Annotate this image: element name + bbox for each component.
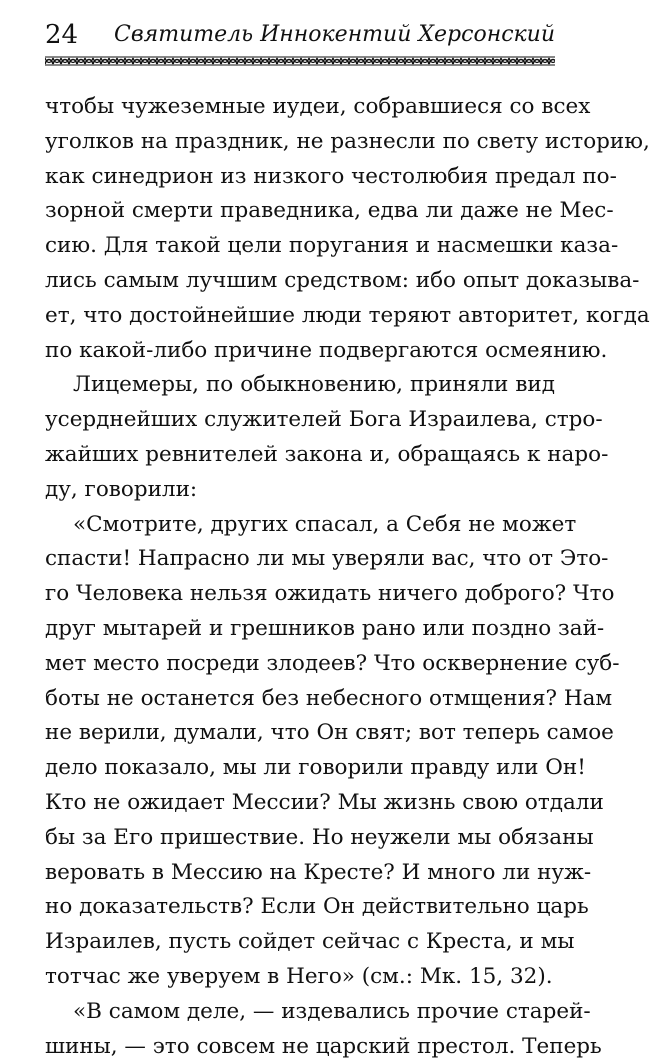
text-line: уголков на праздник, не разнесли по свету историю, bbox=[45, 128, 650, 154]
text-line: «В самом деле, — издевались прочие старей- bbox=[73, 998, 591, 1024]
text-line: не верили, думали, что Он свят; вот теперь самое bbox=[45, 720, 614, 746]
text-line: боты не останется без небесного отмщения? Нам bbox=[45, 685, 613, 711]
text-line: Лицемеры, по обыкновению, приняли вид bbox=[73, 372, 555, 398]
text-line: чтобы чужеземные иудеи, собравшиеся со всех bbox=[45, 94, 591, 119]
text-line: спасти! Напрасно ли мы уверяли вас, что от Это- bbox=[45, 546, 609, 572]
decorative-rule bbox=[45, 56, 555, 66]
text-line: дело показало, мы ли говорили правду или Он! bbox=[45, 755, 586, 781]
text-line: Кто не ожидает Мессии? Мы жизнь свою отдали bbox=[45, 789, 604, 815]
main-text bbox=[45, 90, 650, 1064]
text-line: «Смотрите, других спасал, а Себя не может bbox=[73, 511, 577, 537]
text-line: Израилев, пусть сойдет сейчас с Креста, и мы bbox=[45, 929, 575, 955]
text-line: мет место посреди злодеев? Что осквернение суб- bbox=[45, 650, 620, 676]
text-line: как синедрион из низкого честолюбия предал по- bbox=[45, 163, 617, 189]
page-header bbox=[45, 18, 555, 52]
text-line: го Человека нельзя ожидать ничего доброго? Что bbox=[45, 581, 615, 607]
running-title: Святитель Иннокентий Херсонский bbox=[114, 22, 555, 47]
text-line: ет, что достойнейшие люди теряют авторитет, когда bbox=[45, 302, 650, 328]
text-line: бы за Его пришествие. Но неужели мы обязаны bbox=[45, 824, 594, 850]
text-line: сию. Для такой цели поругания и насмешки каза- bbox=[45, 233, 619, 259]
text-line: друг мытарей и грешников рано или поздно зай- bbox=[45, 615, 605, 641]
text-line: зорной смерти праведника, едва ли даже не Мес- bbox=[45, 198, 614, 224]
text-line: тотчас же уверуем в Него» (см.: Мк. 15, 32). bbox=[45, 963, 553, 989]
rope-ornament-icon bbox=[45, 56, 555, 66]
text-line: по какой-либо причине подвергаются осмеянию. bbox=[45, 337, 608, 363]
text-line: но доказательств? Если Он действительно царь bbox=[45, 894, 589, 920]
text-line: усерднейших служителей Бога Израилева, стро- bbox=[45, 407, 603, 433]
text-line: веровать в Мессию на Кресте? И много ли нуж- bbox=[45, 859, 592, 885]
page-number: 24 bbox=[45, 20, 79, 50]
text-line: ду, говорили: bbox=[45, 476, 198, 502]
text-line: жайших ревнителей закона и, обращаясь к наро- bbox=[45, 441, 609, 467]
text-line: лись самым лучшим средством: ибо опыт доказыва- bbox=[45, 267, 640, 293]
text-line: шины, — это совсем не царский престол. Теперь bbox=[45, 1033, 602, 1059]
